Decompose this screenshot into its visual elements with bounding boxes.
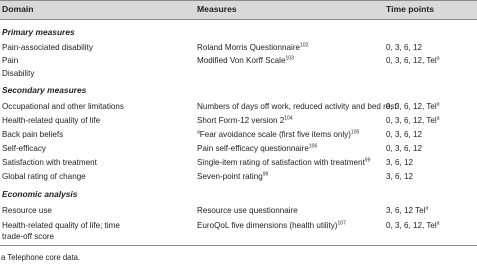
row-time-points: 0, 3, 6, 12, Tel$^a$ [386, 55, 440, 65]
row-domain: Occupational and other limitations [2, 102, 124, 111]
section-title-secondary: Secondary measures [2, 85, 87, 95]
header-rule [0, 19, 477, 20]
row-time-points: 0, 3, 6, 12, Tel$^a$ [386, 220, 440, 230]
row-time-points: 3, 6, 12 [386, 172, 414, 181]
row-domain: Global rating of change [2, 172, 86, 181]
row-time-points: 3, 6, 12 Tel$^a$ [386, 205, 429, 215]
row-domain: Health-related quality of life; time [2, 221, 120, 230]
header-domain: Domain [2, 4, 34, 14]
bottom-rule [0, 245, 477, 246]
row-domain: Resource use [2, 206, 52, 215]
header-time-points: Time points [386, 4, 435, 14]
row-measure: Seven-point rating$^{99}$ [197, 171, 269, 181]
row-domain: Self-efficacy [2, 144, 46, 153]
row-measure: Single-item rating of satisfaction with treatment$^{99}$ [197, 157, 371, 167]
row-measure: Pain self-efficacy questionnaire$^{106}$ [197, 143, 318, 153]
row-time-points: 0, 3, 6, 12 [386, 144, 422, 153]
top-rule [0, 0, 477, 1]
row-time-points: 0, 3, 6, 12 [386, 130, 422, 139]
row-domain: Disability [2, 69, 35, 78]
row-domain: Pain [2, 56, 19, 65]
row-measure: EuroQoL five dimensions (health utility)$^{107}$ [197, 220, 346, 230]
table-footnote: a Telephone core data. [1, 253, 81, 262]
row-time-points: 0, 3, 6, 12, Tel$^a$ [386, 115, 440, 125]
row-measure: Numbers of days off work, reduced activity and bed rest [197, 102, 397, 111]
row-time-points: 0, 3, 6, 12 [386, 43, 422, 52]
row-measure: Modified Von Korff Scale$^{103}$ [197, 55, 294, 65]
row-domain-continued: trade-off score [2, 232, 55, 241]
header-measures: Measures [197, 4, 237, 14]
row-measure: Roland Morris Questionnaire$^{102}$ [197, 42, 309, 52]
row-time-points: 3, 6, 12 [386, 158, 414, 167]
row-domain: Satisfaction with treatment [2, 158, 97, 167]
row-domain: Back pain beliefs [2, 130, 64, 139]
row-domain: Pain-associated disability [2, 43, 93, 52]
row-measure: Resource use questionnaire [197, 206, 298, 215]
row-measure: $^a$Fear avoidance scale (first five items only)$^{105}$ [197, 129, 360, 139]
row-time-points: 0, 3, 6, 12, Tel$^a$ [386, 101, 440, 111]
section-title-primary: Primary measures [2, 27, 75, 37]
row-measure: Short Form-12 version $2^{104}$ [197, 115, 293, 125]
section-title-economic: Economic analysis [2, 189, 78, 199]
row-domain: Health-related quality of life [2, 116, 101, 125]
